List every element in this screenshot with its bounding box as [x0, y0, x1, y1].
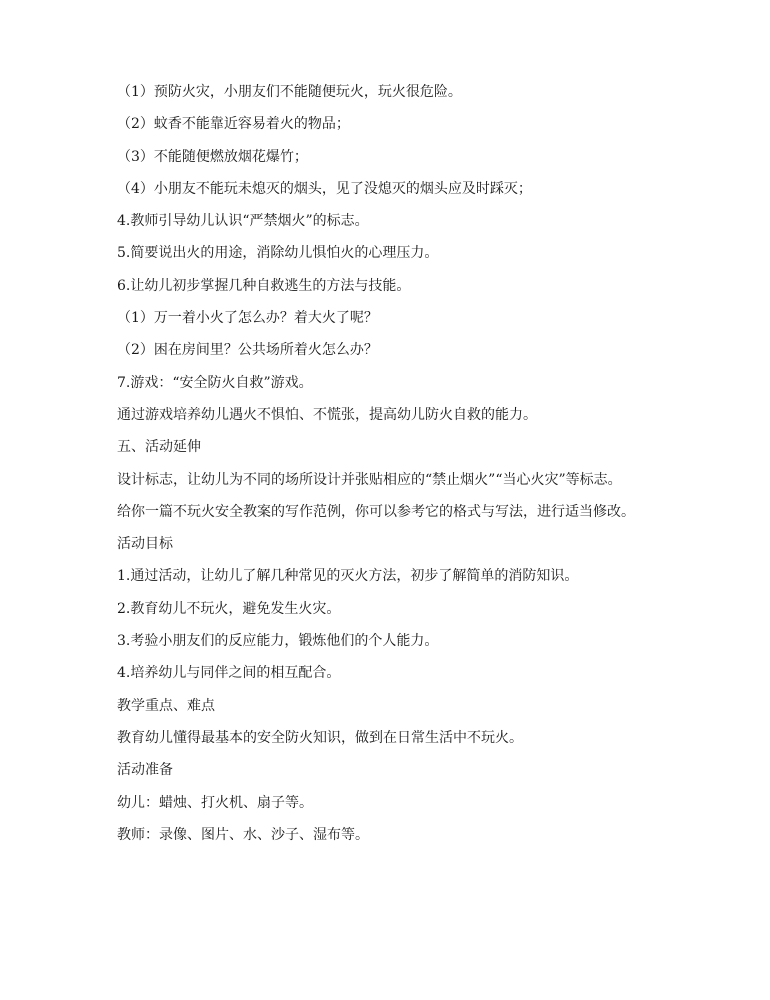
- paragraph: （1）万一着小火了怎么办？着大火了呢？: [117, 310, 378, 327]
- paragraph: 3.考验小朋友们的反应能力，锻炼他们的个人能力。: [117, 633, 439, 650]
- paragraph: （2）困在房间里？公共场所着火怎么办？: [117, 342, 378, 359]
- paragraph: 1.通过活动，让幼儿了解几种常见的灭火方法，初步了解简单的消防知识。: [117, 568, 579, 585]
- paragraph: 4.培养幼儿与同伴之间的相互配合。: [117, 665, 341, 682]
- paragraph: 给你一篇不玩火安全教案的写作范例，你可以参考它的格式与写法，进行适当修改。: [117, 503, 635, 520]
- paragraph: 设计标志，让幼儿为不同的场所设计并张贴相应的“禁止烟火”“当心火灾”等标志。: [117, 471, 622, 488]
- paragraph: 4.教师引导幼儿认识“严禁烟火”的标志。: [117, 213, 369, 230]
- section-heading: 五、活动延伸: [117, 439, 201, 456]
- paragraph: （2）蚊香不能靠近容易着火的物品；: [117, 116, 350, 133]
- paragraph: 6.让幼儿初步掌握几种自救逃生的方法与技能。: [117, 277, 411, 294]
- paragraph: 2.教育幼儿不玩火，避免发生火灾。: [117, 600, 341, 617]
- paragraph: 5.简要说出火的用途，消除幼儿惧怕火的心理压力。: [117, 245, 439, 262]
- paragraph: 教师：录像、图片、水、沙子、湿布等。: [117, 826, 369, 843]
- document-body: [117, 83, 657, 858]
- paragraph: （3）不能随便燃放烟花爆竹；: [117, 148, 308, 165]
- paragraph: 教育幼儿懂得最基本的安全防火知识，做到在日常生活中不玩火。: [117, 729, 523, 746]
- section-heading: 活动准备: [117, 762, 173, 779]
- paragraph: 通过游戏培养幼儿遇火不惧怕、不慌张，提高幼儿防火自救的能力。: [117, 406, 537, 423]
- paragraph: 7.游戏：“安全防火自救”游戏。: [117, 374, 313, 391]
- section-heading: 教学重点、难点: [117, 697, 215, 714]
- section-heading: 活动目标: [117, 536, 173, 553]
- paragraph: （4）小朋友不能玩未熄灭的烟头，见了没熄灭的烟头应及时踩灭；: [117, 180, 532, 197]
- paragraph: （1）预防火灾，小朋友们不能随便玩火，玩火很危险。: [117, 84, 462, 100]
- paragraph: 幼儿：蜡烛、打火机、扇子等。: [117, 794, 313, 811]
